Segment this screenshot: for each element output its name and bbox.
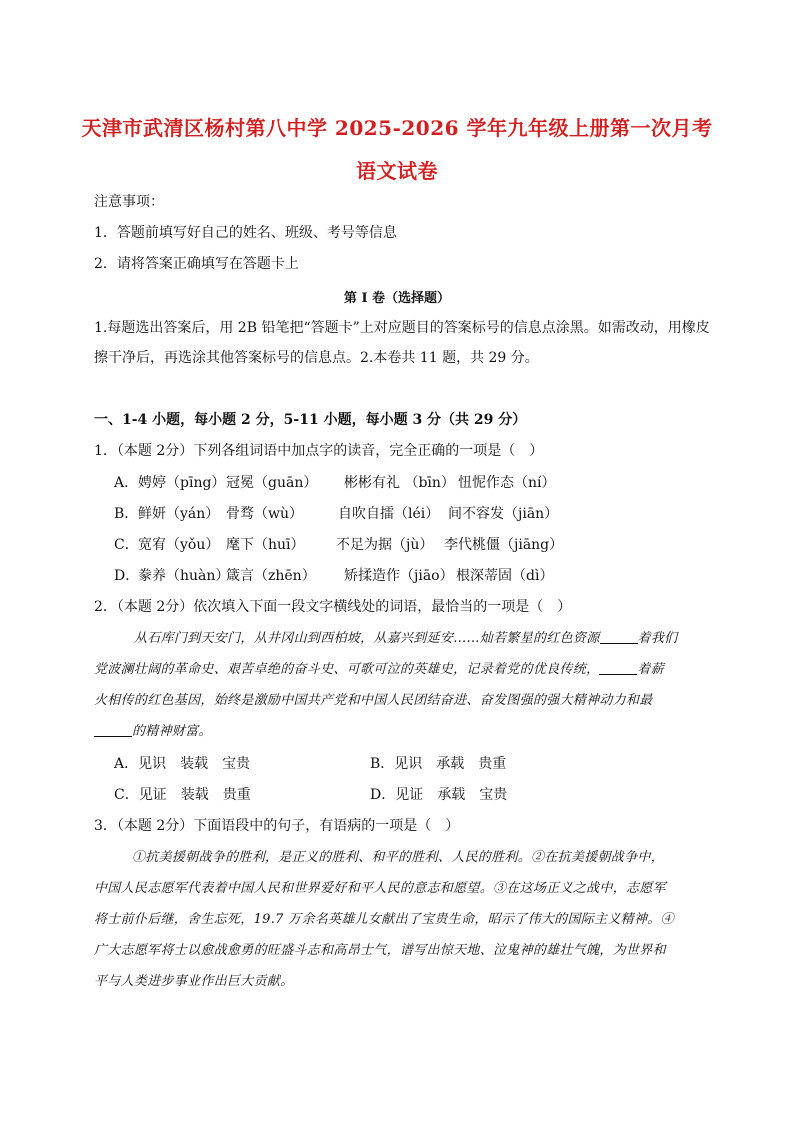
q1-option-b [114, 504, 559, 524]
q2-passage-line-4 [94, 722, 212, 742]
option-text: 见证 装载 贵重 [138, 787, 251, 803]
q3-passage-line-3: 将士前仆后继，舍生忘死，19.7 万余名英雄儿女献出了宝贵生命，昭示了伟大的国际主义精神。④ [94, 912, 674, 927]
q1-option-a [114, 473, 556, 493]
exam-title: 天津市武清区杨村第八中学 2025-2026 学年九年级上册第一次月考 [81, 116, 713, 140]
option-word-3: 不足为据（jù） [336, 537, 434, 553]
question-3-stem: 3．（本题 2分）下面语段中的句子，有语病的一项是（ ） [94, 818, 460, 834]
option-word-1: 豢养（huàn） [138, 568, 230, 584]
q3-passage-line-4: 广大志愿军将士以愈战愈勇的旺盛斗志和高昂士气，谱写出惊天地、泣鬼神的雄壮气魄，为世界和 [94, 943, 666, 958]
option-label: B． [114, 506, 139, 522]
option-word-3: 彬彬有礼 （bīn） [344, 475, 455, 491]
option-word-3: 自吹自擂（léi） [338, 506, 440, 522]
exam-subtitle: 语文试卷 [356, 159, 438, 183]
section-instructions-line-1: 1.每题选出答案后，用 2B 铅笔把“答题卡”上对应题目的答案标号的信息点涂黑。如需改动，用橡皮 [94, 320, 710, 336]
option-label: D． [370, 787, 396, 803]
option-word-1: 宽宥（yǒu） [138, 537, 220, 553]
passage-text: 着薪 [637, 662, 665, 677]
option-word-2: 骨骛（wù） [226, 506, 303, 522]
option-word-2: 箴言（zhēn） [226, 568, 316, 584]
option-label: B． [370, 756, 395, 772]
option-label: C． [114, 537, 139, 553]
q2-passage-line-3: 火相传的红色基因，始终是激励中国共产党和中国人民团结奋进、奋发图强的强大精神动力和最 [94, 693, 653, 708]
q2-passage-line-1 [134, 629, 677, 649]
option-word-2: 冠冕（guān） [226, 475, 318, 491]
option-text: 见证 承载 宝贵 [395, 787, 508, 803]
q3-passage-line-1: ①抗美援朝战争的胜利，是正义的胜利、和平的胜利、人民的胜利。②在抗美援朝战争中， [132, 850, 665, 865]
q2-option-b [370, 754, 506, 774]
passage-text: 党波澜壮阔的革命史、艰苦卓绝的奋斗史、可歌可泣的英雄史，记录着党的优良传统， [94, 662, 600, 677]
option-word-4: 间不容发（jiān） [448, 506, 559, 522]
option-label: A． [114, 756, 139, 772]
q2-option-c [114, 785, 251, 805]
q2-option-a [114, 754, 250, 774]
q2-option-d [370, 785, 507, 805]
option-word-4: 忸怩作态（ní） [458, 475, 556, 491]
question-2-stem: 2．（本题 2分）依次填入下面一段文字横线处的词语，最恰当的一项是（ ） [94, 599, 572, 615]
question-1-stem: 1．（本题 2分）下列各组词语中加点字的读音，完全正确的一项是（ ） [94, 443, 544, 459]
notes-item-2: 2．请将答案正确填写在答题卡上 [94, 256, 299, 272]
option-word-4: 李代桃僵（jiāng） [444, 537, 564, 553]
option-label: A． [114, 475, 139, 491]
notes-heading: 注意事项： [94, 194, 164, 210]
notes-item-1: 1．答题前填写好自己的姓名、班级、考号等信息 [94, 225, 397, 241]
section-instructions-line-2: 擦干净后，再选涂其他答案标号的信息点。2.本卷共 11 题，共 29 分。 [94, 350, 539, 366]
option-word-3: 矫揉造作（jiāo） [344, 568, 454, 584]
part-heading: 一、1-4 小题，每小题 2 分，5-11 小题，每小题 3 分（共 29 分） [94, 412, 527, 428]
fill-blank-2 [599, 660, 637, 675]
passage-text: 的精神财富。 [132, 724, 212, 739]
q3-passage-line-5: 平与人类进步事业作出巨大贡献。 [94, 974, 294, 989]
q2-passage-line-2 [94, 660, 664, 680]
fill-blank-3 [94, 722, 132, 737]
q1-option-c [114, 535, 564, 555]
q3-passage-line-2: 中国人民志愿军代表着中国人民和世界爱好和平人民的意志和愿望。③在这场正义之战中，志愿军 [94, 881, 666, 896]
option-word-2: 麾下（huī） [226, 537, 305, 553]
option-text: 见识 承载 贵重 [394, 756, 507, 772]
option-text: 见识 装载 宝贵 [138, 756, 251, 772]
passage-text: 从石库门到天安门，从井冈山到西柏坡，从嘉兴到延安……灿若繁星的红色资源 [134, 631, 600, 646]
q1-option-d [114, 566, 554, 586]
passage-text: 着我们 [637, 631, 678, 646]
section-title: 第 I 卷（选择题） [343, 291, 451, 306]
fill-blank-1 [600, 629, 638, 644]
option-word-4: 根深蒂固（dì） [456, 568, 554, 584]
option-word-1: 娉婷（pīng） [138, 475, 226, 491]
option-label: C． [114, 787, 139, 803]
option-word-1: 鲜妍（yán） [138, 506, 220, 522]
option-label: D． [114, 568, 140, 584]
